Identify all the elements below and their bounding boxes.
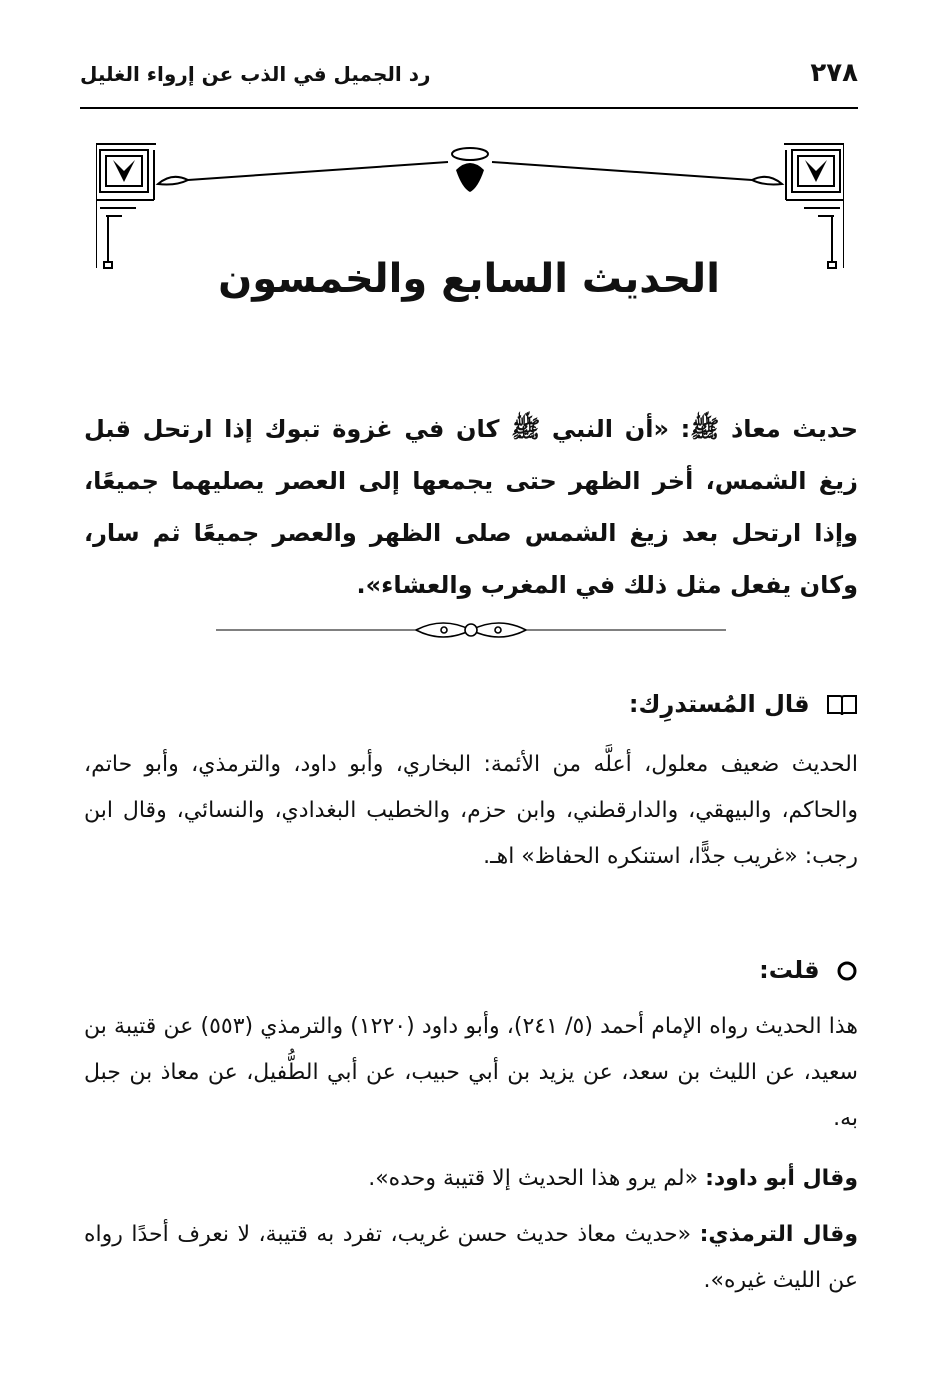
abu-dawud-statement <box>84 1156 858 1202</box>
mustadrik-heading-label: قال المُستدرِك: <box>628 690 810 718</box>
mustadrik-text: الحديث ضعيف معلول، أعلَّه من الأئمة: البخاري، وأبو داود، والترمذي، وأبو حاتم، والحاكم، والبيهقي، والدارقطني، وابن حزم، والخطيب البغدادي، والنسائي، وقال ابن رجب: «غريب جدًّا، استنكره الحفاظ» اهـ. <box>84 752 858 869</box>
page-header <box>80 52 858 96</box>
qultu-heading-label: قلت: <box>759 956 820 984</box>
page-number: ٢٧٨ <box>810 58 858 88</box>
mustadrik-heading <box>84 690 858 718</box>
chapter-title: الحديث السابع والخمسون <box>218 256 720 302</box>
hadith-text: حديث معاذ ﷺ: «أن النبي ﷺ كان في غزوة تبوك إذا ارتحل قبل زيغ الشمس، أخر الظهر حتى يجمعها إلى العصر يصليهما جميعًا، وإذا ارتحل بعد زيغ الشمس صلى الظهر والعصر جميعًا ثم سار، وكان يفعل مثل ذلك في المغرب والعشاء». <box>84 415 858 599</box>
running-title: رد الجميل في الذب عن إرواء الغليل <box>80 62 431 86</box>
qultu-text: هذا الحديث رواه الإمام أحمد (٥/ ٢٤١)، وأبو داود (١٢٢٠) والترمذي (٥٥٣) عن قتيبة بن سعيد، عن الليث بن سعد، عن يزيد بن أبي حبيب، عن أبي الطُّفيل، عن معاذ بن جبل به. <box>84 1014 858 1131</box>
tirmidhi-statement <box>84 1212 858 1304</box>
tirmidhi-lead: وقال الترمذي: <box>699 1222 858 1247</box>
book-icon <box>826 693 858 717</box>
abu-dawud-quote: «لم يرو هذا الحديث إلا قتيبة وحده». <box>368 1166 706 1191</box>
tirmidhi-quote: «حديث معاذ حديث حسن غريب، تفرد به قتيبة، لا نعرف أحدًا رواه عن الليث غيره». <box>84 1222 858 1293</box>
abu-dawud-lead: وقال أبو داود: <box>705 1166 858 1191</box>
qultu-heading <box>84 956 858 984</box>
chapter-ornament-frame <box>96 140 844 275</box>
header-rule <box>80 107 858 109</box>
circle-icon <box>836 960 858 982</box>
ornamental-divider <box>216 616 726 644</box>
